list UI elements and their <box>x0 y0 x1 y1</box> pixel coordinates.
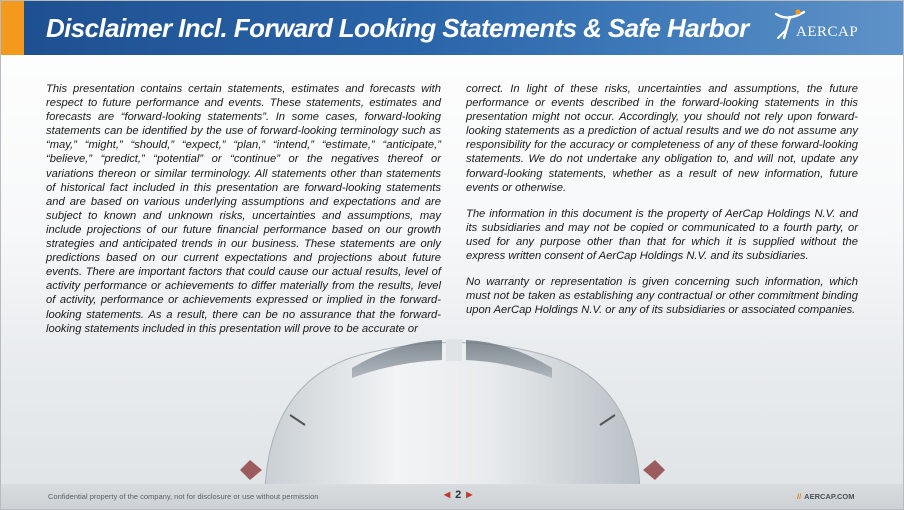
disclaimer-paragraph: correct. In light of these risks, uncertainties and assumptions, the future performance or events described in the forward-looking statements in this presentation might not occur. Accordingly, you should not rely upon forward-looking statements as a prediction of actual results and we do not assume any responsibility for the accuracy or completeness of any of these forward-looking statements. We do not undertake any obligation to, and will not, update any forward-looking statements, whether as a result of new information, future events or otherwise. <box>466 83 858 194</box>
page-number: 2 <box>455 489 462 501</box>
property-paragraph: The information in this document is the property of AerCap Holdings N.V. and its subsidiaries and may not be copied or communicated to a fourth party, or used for any purpose other than that for which it is supplied without the express written consent of AerCap Holdings N.V. and its subsidiaries. <box>466 207 858 263</box>
disclaimer-paragraph: This presentation contains certain statements, estimates and forecasts with respect to future performance and events. These statements, estimates and forecasts are “forward-looking statements”. In some cases, forward-looking statements can be identified by the use of forward-looking terminology such as “may,” “might,” “should,” “expect,” “plan,” “intend,” “estimate,” “anticipate,” “believe,” “predict,” “potential” or “continue” or the negatives thereof or variations thereon or similar terminology. All statements other than statements of historical fact included in this presentation are forward-looking statements and are based on various underlying assumptions and expectations and are subject to known and unknown risks, uncertainties and assumptions, may include projections of our future financial performance based on our growth strategies and anticipated trends in our business. These statements are only predictions based on our current expectations and projections about future events. There are important factors that could cause our actual results, level of activity performance or achievements to differ materially from the results, level of activity, performance or achievements expressed or implied in the forward-looking statements. As a result, there can be no assurance that the forward-looking statements included in this presentation will prove to be accurate or <box>46 83 441 335</box>
triangle-left-icon[interactable]: ◀ <box>444 490 451 499</box>
warranty-paragraph: No warranty or representation is given concerning such information, which must not be taken as establishing any contractual or other commitment binding upon AerCap Holdings N.V. or any of its subsidiaries or associated companies. <box>466 276 858 317</box>
page-title: Disclaimer Incl. Forward Looking Statements & Safe Harbor <box>46 13 749 43</box>
website-label: AERCAP.COM <box>804 492 855 501</box>
page-indicator <box>439 489 477 501</box>
text-column-right <box>466 82 858 329</box>
triangle-right-icon[interactable]: ▶ <box>466 490 473 499</box>
website-link[interactable] <box>797 492 854 501</box>
slashes-mark: // <box>797 492 802 501</box>
aercap-logo <box>770 8 870 48</box>
footer <box>0 484 904 510</box>
confidential-notice: Confidential property of the company, not for disclosure or use without permission <box>48 492 319 501</box>
header-accent-stripe <box>0 0 24 55</box>
header-bar <box>0 0 904 55</box>
logo-wordmark: AERCAP <box>796 24 859 40</box>
text-column-left <box>46 82 441 348</box>
airplane-nose-image <box>0 320 904 490</box>
